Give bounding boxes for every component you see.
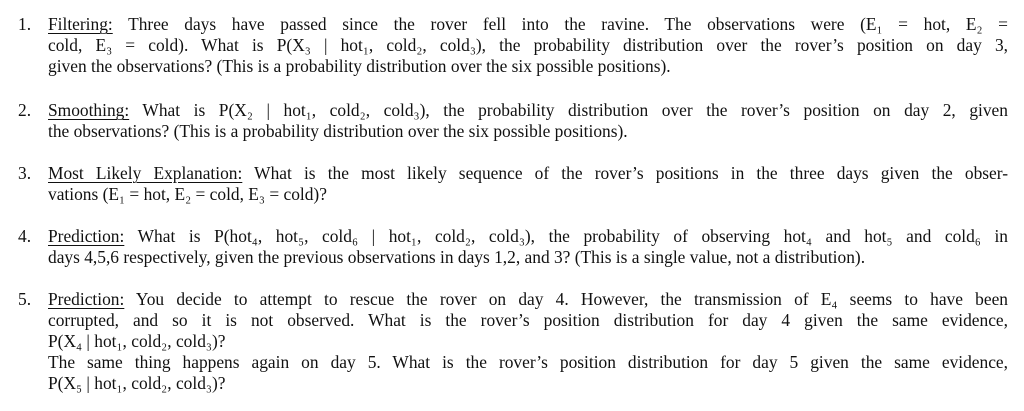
item-heading: Most Likely Explanation: <box>48 163 243 183</box>
item-heading: Smoothing: <box>48 100 130 120</box>
item-body <box>48 14 1008 77</box>
item-text-line: the observations? (This is a probability distribution over the six possible positions). <box>48 121 628 141</box>
item-text-line: P(X₄ | hot₁, cold₂, cold₃)? <box>48 331 226 351</box>
item-text-line: Three days have passed since the rover fell into the ravine. The observations were (E₁ = hot, E₂ = <box>128 14 1008 34</box>
item-text-line: vations (E₁ = hot, E₂ = cold, E₃ = cold)? <box>48 184 327 204</box>
item-heading: Prediction: <box>48 226 125 246</box>
item-body <box>48 100 1008 142</box>
item-number: 1. <box>18 14 32 34</box>
item-text-line: P(X₅ | hot₁, cold₂, cold₃)? <box>48 373 226 393</box>
item-text-line: What is the most likely sequence of the rover’s positions in the three days given the obser- <box>254 163 1008 183</box>
item-text-line: What is P(hot₄, hot₅, cold₆ | hot₁, cold₂, cold₃), the probability of observing hot₄ and hot₅ and cold₆ in <box>137 226 1008 246</box>
item-number: 3. <box>18 163 32 183</box>
item-heading: Prediction: <box>48 289 125 309</box>
item-body <box>48 289 1008 394</box>
item-text-line: You decide to attempt to rescue the rover on day 4. However, the transmission of E₄ seems to have been <box>135 289 1008 309</box>
item-number: 4. <box>18 226 32 246</box>
item-text-line: days 4,5,6 respectively, given the previous observations in days 1,2, and 3? (This is a single value, not a distribution). <box>48 247 866 267</box>
item-text-line: given the observations? (This is a probability distribution over the six possible positions). <box>48 56 671 76</box>
item-text-line: corrupted, and so it is not observed. What is the rover’s position distribution for day 4 given the same evidence, <box>48 310 1008 330</box>
item-number: 2. <box>18 100 32 120</box>
item-text-line: cold, E₃ = cold). What is P(X₃ | hot₁, cold₂, cold₃), the probability distribution over the rover’s position on day 3, <box>48 35 1008 55</box>
item-body <box>48 163 1008 205</box>
item-body <box>48 226 1008 268</box>
item-text-line: What is P(X₂ | hot₁, cold₂, cold₃), the probability distribution over the rover’s position on day 2, given <box>142 100 1008 120</box>
item-heading: Filtering: <box>48 14 113 34</box>
item-text-line: The same thing happens again on day 5. What is the rover’s position distribution for day 5 given the same evidence, <box>48 352 1008 372</box>
item-number: 5. <box>18 289 32 309</box>
